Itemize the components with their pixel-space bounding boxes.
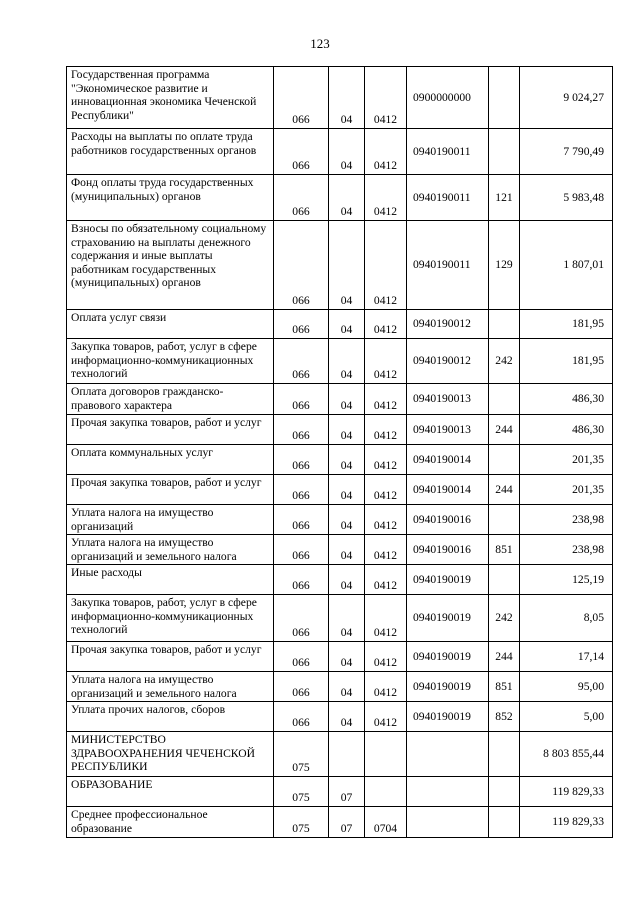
row-name: МИНИСТЕРСТВО ЗДРАВООХРАНЕНИЯ ЧЕЧЕНСКОЙ РЕСПУБЛИКИ xyxy=(67,732,274,777)
subsection-code xyxy=(365,777,407,807)
row-name: Закупка товаров, работ, услуг в сфере информационно-коммуникационных технологий xyxy=(67,595,274,642)
table-row xyxy=(67,475,613,505)
grbs-code: 066 xyxy=(274,445,329,475)
section-code: 04 xyxy=(329,475,365,505)
expense-type-code: 129 xyxy=(489,221,520,310)
section-code: 04 xyxy=(329,129,365,175)
expense-type-code xyxy=(489,565,520,595)
grbs-code: 066 xyxy=(274,384,329,415)
amount: 95,00 xyxy=(520,672,613,702)
expense-type-code xyxy=(489,129,520,175)
expense-type-code xyxy=(489,732,520,777)
expense-type-code: 851 xyxy=(489,672,520,702)
table-row xyxy=(67,67,613,129)
subsection-code: 0412 xyxy=(365,339,407,384)
amount: 486,30 xyxy=(520,384,613,415)
target-article-code: 0940190011 xyxy=(407,175,489,221)
amount: 119 829,33 xyxy=(520,807,613,838)
target-article-code: 0940190012 xyxy=(407,310,489,339)
subsection-code: 0412 xyxy=(365,175,407,221)
grbs-code: 066 xyxy=(274,642,329,672)
grbs-code: 066 xyxy=(274,67,329,129)
subsection-code: 0412 xyxy=(365,384,407,415)
table-row xyxy=(67,175,613,221)
subsection-code: 0412 xyxy=(365,672,407,702)
expense-type-code xyxy=(489,777,520,807)
table-row xyxy=(67,672,613,702)
amount: 238,98 xyxy=(520,505,613,535)
table-row xyxy=(67,807,613,838)
grbs-code: 066 xyxy=(274,221,329,310)
table-row xyxy=(67,310,613,339)
expense-type-code: 244 xyxy=(489,415,520,445)
row-name: Оплата услуг связи xyxy=(67,310,274,339)
amount: 9 024,27 xyxy=(520,67,613,129)
table-row xyxy=(67,384,613,415)
expense-type-code: 242 xyxy=(489,339,520,384)
row-name: Уплата прочих налогов, сборов xyxy=(67,702,274,732)
grbs-code: 066 xyxy=(274,702,329,732)
amount: 201,35 xyxy=(520,475,613,505)
grbs-code: 066 xyxy=(274,175,329,221)
section-code: 04 xyxy=(329,565,365,595)
amount: 5 983,48 xyxy=(520,175,613,221)
section-code xyxy=(329,732,365,777)
target-article-code: 0940190019 xyxy=(407,565,489,595)
target-article-code xyxy=(407,777,489,807)
target-article-code: 0940190011 xyxy=(407,129,489,175)
table-row xyxy=(67,777,613,807)
target-article-code: 0940190012 xyxy=(407,339,489,384)
subsection-code xyxy=(365,732,407,777)
amount: 181,95 xyxy=(520,339,613,384)
table-row xyxy=(67,732,613,777)
expense-type-code: 851 xyxy=(489,535,520,565)
subsection-code: 0412 xyxy=(365,310,407,339)
grbs-code: 066 xyxy=(274,310,329,339)
table-row xyxy=(67,595,613,642)
amount: 181,95 xyxy=(520,310,613,339)
amount: 119 829,33 xyxy=(520,777,613,807)
section-code: 04 xyxy=(329,505,365,535)
amount: 238,98 xyxy=(520,535,613,565)
table-row xyxy=(67,415,613,445)
section-code: 04 xyxy=(329,415,365,445)
table-row xyxy=(67,565,613,595)
table-row xyxy=(67,221,613,310)
subsection-code: 0412 xyxy=(365,475,407,505)
row-name: Расходы на выплаты по оплате труда работников государственных органов xyxy=(67,129,274,175)
section-code: 04 xyxy=(329,310,365,339)
amount: 125,19 xyxy=(520,565,613,595)
expense-type-code xyxy=(489,384,520,415)
grbs-code: 066 xyxy=(274,339,329,384)
target-article-code: 0900000000 xyxy=(407,67,489,129)
amount: 486,30 xyxy=(520,415,613,445)
table-row xyxy=(67,129,613,175)
row-name: Уплата налога на имущество организаций и земельного налога xyxy=(67,672,274,702)
grbs-code: 066 xyxy=(274,505,329,535)
section-code: 04 xyxy=(329,595,365,642)
row-name: Уплата налога на имущество организаций и земельного налога xyxy=(67,535,274,565)
row-name: Прочая закупка товаров, работ и услуг xyxy=(67,415,274,445)
expense-type-code xyxy=(489,807,520,838)
row-name: Оплата коммунальных услуг xyxy=(67,445,274,475)
grbs-code: 066 xyxy=(274,565,329,595)
grbs-code: 066 xyxy=(274,672,329,702)
row-name: Уплата налога на имущество организаций xyxy=(67,505,274,535)
section-code: 04 xyxy=(329,384,365,415)
grbs-code: 066 xyxy=(274,415,329,445)
expense-type-code xyxy=(489,67,520,129)
grbs-code: 066 xyxy=(274,475,329,505)
budget-table xyxy=(66,66,613,838)
section-code: 07 xyxy=(329,777,365,807)
table-row xyxy=(67,535,613,565)
subsection-code: 0412 xyxy=(365,505,407,535)
target-article-code: 0940190019 xyxy=(407,702,489,732)
subsection-code: 0412 xyxy=(365,221,407,310)
section-code: 04 xyxy=(329,175,365,221)
table-row xyxy=(67,339,613,384)
target-article-code: 0940190011 xyxy=(407,221,489,310)
target-article-code: 0940190019 xyxy=(407,642,489,672)
subsection-code: 0412 xyxy=(365,642,407,672)
row-name: Иные расходы xyxy=(67,565,274,595)
grbs-code: 075 xyxy=(274,732,329,777)
subsection-code: 0704 xyxy=(365,807,407,838)
target-article-code xyxy=(407,732,489,777)
amount: 17,14 xyxy=(520,642,613,672)
amount: 8,05 xyxy=(520,595,613,642)
expense-type-code: 244 xyxy=(489,642,520,672)
subsection-code: 0412 xyxy=(365,445,407,475)
subsection-code: 0412 xyxy=(365,129,407,175)
section-code: 04 xyxy=(329,445,365,475)
expense-type-code: 242 xyxy=(489,595,520,642)
target-article-code: 0940190013 xyxy=(407,415,489,445)
target-article-code: 0940190019 xyxy=(407,595,489,642)
grbs-code: 066 xyxy=(274,535,329,565)
grbs-code: 075 xyxy=(274,807,329,838)
row-name: Прочая закупка товаров, работ и услуг xyxy=(67,642,274,672)
expense-type-code: 121 xyxy=(489,175,520,221)
row-name: Фонд оплаты труда государственных (муниципальных) органов xyxy=(67,175,274,221)
section-code: 04 xyxy=(329,642,365,672)
table-row xyxy=(67,702,613,732)
amount: 201,35 xyxy=(520,445,613,475)
target-article-code xyxy=(407,807,489,838)
row-name: Прочая закупка товаров, работ и услуг xyxy=(67,475,274,505)
amount: 1 807,01 xyxy=(520,221,613,310)
expense-type-code xyxy=(489,505,520,535)
subsection-code: 0412 xyxy=(365,535,407,565)
grbs-code: 066 xyxy=(274,129,329,175)
section-code: 04 xyxy=(329,339,365,384)
expense-type-code: 852 xyxy=(489,702,520,732)
expense-type-code: 244 xyxy=(489,475,520,505)
subsection-code: 0412 xyxy=(365,67,407,129)
row-name: Оплата договоров гражданско-правового характера xyxy=(67,384,274,415)
grbs-code: 075 xyxy=(274,777,329,807)
amount: 8 803 855,44 xyxy=(520,732,613,777)
section-code: 04 xyxy=(329,672,365,702)
subsection-code: 0412 xyxy=(365,595,407,642)
table-body xyxy=(67,67,613,838)
section-code: 04 xyxy=(329,702,365,732)
page-number: 123 xyxy=(310,36,330,51)
target-article-code: 0940190014 xyxy=(407,445,489,475)
row-name: ОБРАЗОВАНИЕ xyxy=(67,777,274,807)
subsection-code: 0412 xyxy=(365,415,407,445)
amount: 5,00 xyxy=(520,702,613,732)
target-article-code: 0940190019 xyxy=(407,672,489,702)
grbs-code: 066 xyxy=(274,595,329,642)
section-code: 07 xyxy=(329,807,365,838)
row-name: Взносы по обязательному социальному страхованию на выплаты денежного содержания и иные выплаты работникам государственных (муниципальных) органов xyxy=(67,221,274,310)
row-name: Государственная программа "Экономическое развитие и инновационная экономика Чеченской Республики" xyxy=(67,67,274,129)
section-code: 04 xyxy=(329,67,365,129)
subsection-code: 0412 xyxy=(365,565,407,595)
table-row xyxy=(67,642,613,672)
section-code: 04 xyxy=(329,221,365,310)
amount: 7 790,49 xyxy=(520,129,613,175)
target-article-code: 0940190014 xyxy=(407,475,489,505)
section-code: 04 xyxy=(329,535,365,565)
target-article-code: 0940190013 xyxy=(407,384,489,415)
row-name: Среднее профессиональное образование xyxy=(67,807,274,838)
subsection-code: 0412 xyxy=(365,702,407,732)
expense-type-code xyxy=(489,445,520,475)
target-article-code: 0940190016 xyxy=(407,505,489,535)
expense-type-code xyxy=(489,310,520,339)
row-name: Закупка товаров, работ, услуг в сфере информационно-коммуникационных технологий xyxy=(67,339,274,384)
table-row xyxy=(67,505,613,535)
target-article-code: 0940190016 xyxy=(407,535,489,565)
table-row xyxy=(67,445,613,475)
